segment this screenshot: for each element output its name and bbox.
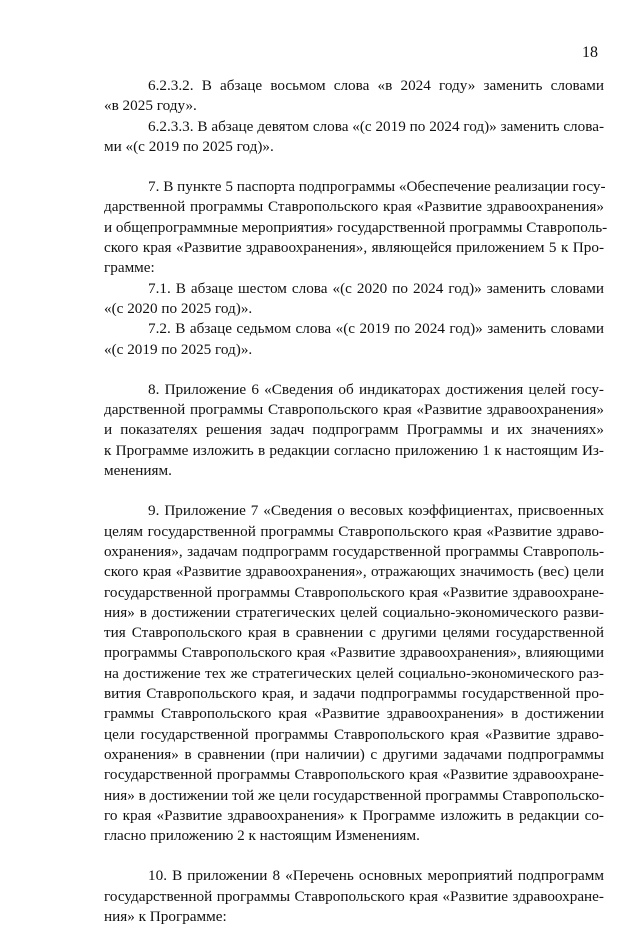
text-line: государственной программы Ставропольского края «Развитие здравоохране- (104, 766, 604, 784)
text-line: государственной программы Ставропольского края «Развитие здравоохране- (104, 887, 604, 905)
text-line: «(с 2020 по 2025 год)». (104, 299, 253, 317)
text-line: «в 2025 году». (104, 97, 197, 115)
paragraph-6-2-3-2 (104, 76, 604, 117)
paragraph-6-2-3-3 (104, 117, 604, 158)
text-line: 7. В пункте 5 паспорта подпрограммы «Обеспечение реализации госу- (148, 178, 606, 196)
text-line: гласно приложению 2 к настоящим Изменениям. (104, 827, 420, 845)
paragraph-10 (104, 866, 604, 927)
text-line: ми «(с 2019 по 2025 год)». (104, 137, 274, 155)
paragraph-gap (104, 360, 604, 380)
text-line: ния» в достижении стратегических целей социально-экономического разви- (104, 603, 604, 621)
text-line: «(с 2019 по 2025 год)». (104, 340, 253, 358)
text-line: го края «Развитие здравоохранения» к Программе изложить в редакции со- (104, 806, 604, 824)
document-body (104, 76, 608, 927)
text-line: дарственной программы Ставропольского края «Развитие здравоохранения» (104, 401, 604, 419)
paragraph-gap (104, 846, 604, 866)
text-line: грамме: (104, 259, 155, 277)
text-line: ского края «Развитие здравоохранения», являющейся приложением 5 к Про- (104, 239, 604, 257)
text-line: менениям. (104, 462, 172, 480)
text-line: и показателях решения задач подпрограмм Программы и их значениях» (104, 421, 604, 439)
text-line: 6.2.3.3. В абзаце девятом слова «(с 2019 по 2024 год)» заменить слова- (148, 117, 604, 135)
text-line: дарственной программы Ставропольского края «Развитие здравоохранения» (104, 198, 604, 216)
paragraph-gap (104, 157, 604, 177)
text-line: программы Ставропольского края «Развитие здравоохранения», влияющими (104, 644, 604, 662)
text-line: ния» в достижении той же цели государственной программы Ставропольско- (104, 786, 605, 804)
text-line: граммы Ставропольского края «Развитие здравоохранения» в достижении (104, 705, 604, 723)
text-line: 10. В приложении 8 «Перечень основных мероприятий подпрограмм (148, 867, 604, 885)
text-line: вития Ставропольского края, и задачи подпрограммы государственной про- (104, 685, 604, 703)
text-line: охранения» в сравнении (при наличии) с другими задачами подпрограммы (104, 745, 604, 763)
text-line: 8. Приложение 6 «Сведения об индикаторах достижения целей госу- (148, 380, 604, 398)
text-line: целям государственной программы Ставропольского края «Развитие здраво- (104, 522, 604, 540)
text-line: 7.2. В абзаце седьмом слова «(с 2019 по 2024 год)» заменить словами (148, 320, 604, 338)
text-line: 6.2.3.2. В абзаце восьмом слова «в 2024 году» заменить словами (148, 77, 604, 94)
text-line: на достижение тех же стратегических целей социально-экономического раз- (104, 664, 604, 682)
text-line: охранения», задачам подпрограмм государственной программы Ставрополь- (104, 542, 604, 560)
text-line: тия Ставропольского края в сравнении с другими целями государственной (104, 624, 604, 642)
page-number: 18 (582, 44, 598, 61)
text-line: 9. Приложение 7 «Сведения о весовых коэффициентах, присвоенных (148, 502, 604, 520)
paragraph-9 (104, 501, 604, 846)
text-line: и общепрограммные мероприятия» государственной программы Ставрополь- (104, 218, 608, 236)
paragraph-7 (104, 177, 608, 278)
text-line: к Программе изложить в редакции согласно приложению 1 к настоящим Из- (104, 441, 604, 459)
text-line: 7.1. В абзаце шестом слова «(с 2020 по 2024 год)» заменить словами (148, 279, 604, 297)
paragraph-8 (104, 380, 604, 481)
paragraph-gap (104, 481, 604, 501)
paragraph-7-2 (104, 319, 604, 360)
text-line: государственной программы Ставропольского края «Развитие здравоохране- (104, 583, 604, 601)
paragraph-7-1 (104, 279, 604, 320)
text-line: ского края «Развитие здравоохранения», отражающих значимость (вес) цели (104, 563, 604, 581)
text-line: ния» к Программе: (104, 907, 227, 925)
text-line: цели государственной программы Ставропольского края «Развитие здраво- (104, 725, 604, 743)
